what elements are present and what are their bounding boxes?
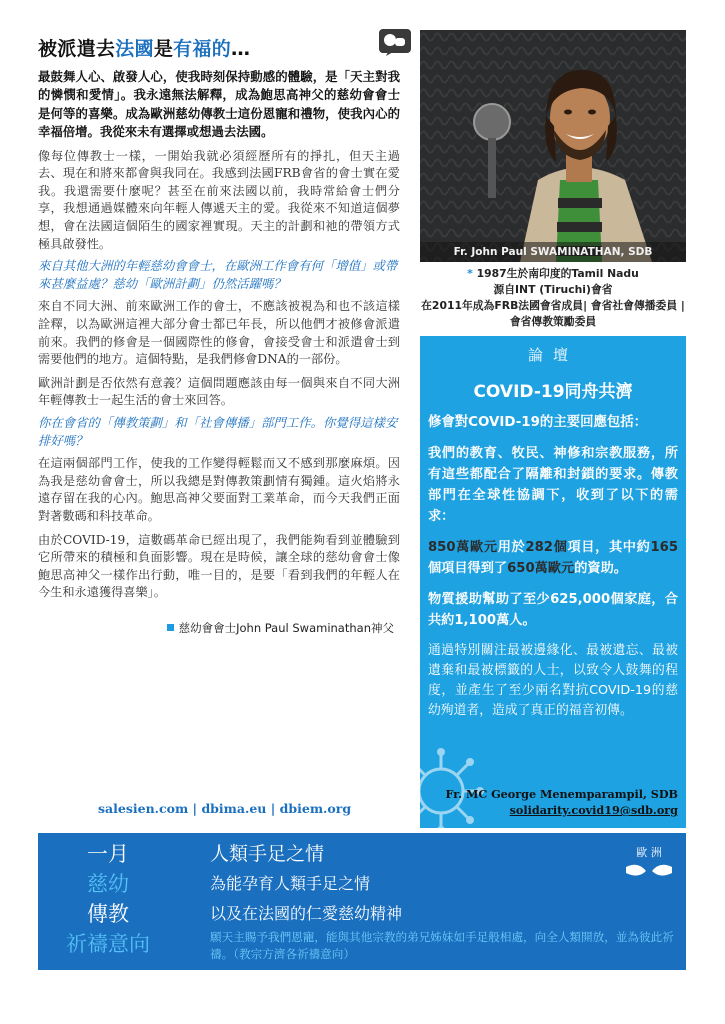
article-title-row xyxy=(38,34,400,64)
bio-line xyxy=(420,266,686,282)
author-signature xyxy=(38,620,400,636)
forum-title: 論壇 xyxy=(527,346,578,364)
forum-subtitle: COVID-19同舟共濟 xyxy=(473,382,633,402)
article-paragraph: 在這兩個部門工作，使我的工作變得輕鬆而又不感到那麼麻煩。因為我是慈幼會會士，所以我總是對傳教策劃情有獨鍾。這火焰將永遠存留在我的心內。鮑思高神父要面對工業革命，而今天我們正面對著數碼和科技革命。 xyxy=(38,456,400,523)
website-links[interactable]: salesien.com | dbima.eu | dbiem.org xyxy=(98,801,352,816)
article-lead: 最鼓舞人心、啟發人心，使我時刻保持動感的體驗，是「天主對我的憐憫和愛情」。我永遠無法解釋，成為鮑思高神父的慈幼會會士是何等的喜樂。成為歐洲慈幼傳教士這份恩寵和禮物，使我內心的幸福倍增。我從來未有選擇或想過去法國。 xyxy=(38,69,400,140)
title-part: 有福的 xyxy=(173,38,232,60)
amount-text: 650萬歐元 xyxy=(507,561,575,576)
article-paragraph: 由於COVID-19，這數碼革命已經出現了，我們能夠看到並體驗到它所帶來的積極和負面影響。現在是時候，讓全球的慈幼會會士像鮑思高神父一樣作出行動，唯一目的，是要「看到我們的年輕人在今生和永遠獲得喜樂」。 xyxy=(38,532,400,600)
photo-caption: Fr. John Paul SWAMINATHAN, SDB xyxy=(420,242,686,262)
title-part: 是 xyxy=(153,38,174,60)
portrait-illustration xyxy=(420,30,686,262)
amount-text: 282個 xyxy=(525,540,568,555)
forum-signature-name: Fr. MC George Menemparampil, SDB xyxy=(445,787,678,801)
amount-text: 165 xyxy=(650,540,679,555)
bullet-square-icon xyxy=(167,624,174,631)
forum-signature-email[interactable]: solidarity.covid19@sdb.org xyxy=(509,803,678,817)
bio-line: 源自INT (Tiruchi)會省 xyxy=(493,283,613,296)
europe-logo-icon xyxy=(620,839,678,885)
interview-question: 來自其他大洲的年輕慈幼會會士，在歐洲工作會有何「增值」或帶來甚麼益處？慈幼「歐洲計劃」仍然活躍嗎？ xyxy=(38,258,398,291)
prayer-intention-banner xyxy=(38,833,686,970)
article-title xyxy=(38,34,400,61)
banner-label: 祈禱意向 xyxy=(66,932,150,956)
forum-funding-paragraph xyxy=(428,537,678,579)
author-bio xyxy=(420,266,686,330)
banner-line: 以及在法國的仁愛慈幼精神 xyxy=(210,904,403,923)
article-column xyxy=(38,34,400,636)
title-part: 被派遣去 xyxy=(38,38,116,60)
author-photo xyxy=(420,30,686,262)
forum-signature xyxy=(446,786,678,818)
article-paragraph: 來自不同大洲、前來歐洲工作的會士，不應該被視為和也不該這樣詮釋，以為歐洲這裡大部分會士都已年長，所以他們才被修會派遣前來。我們的修會是一個國際性的修會，會接受會士和派遣會士到需要他們的地方。這個特點，是我們修會DNA的一部份。 xyxy=(38,299,400,367)
article-paragraph: 像每位傳教士一樣，一開始我就必須經歷所有的掙扎，但天主過去、現在和將來都會與我同在。我感到法國FRB會省的會士實在愛我。我還需要什麼呢？甚至在前來法國以前，我時常給會士們分享，我想通過媒體來向年輕人傳遞天主的愛。我從來不知道這個夢想，會在法國這個陌生的國家裡實現。天主的計劃和祂的帶領方式極具啟發性。 xyxy=(38,148,400,251)
banner-label: 傳教 xyxy=(87,902,129,926)
forum-lead: 修會對COVID-19的主要回應包括： xyxy=(428,415,648,430)
forum-paragraph: 通過特別關注最被邊緣化、最被遺忘、最被遺棄和最被標籤的人士，以致令人鼓舞的程度，並產生了至少兩名對抗COVID-19的慈幼殉道者，造成了真正的福音初傳。 xyxy=(428,643,678,718)
banner-label: 慈幼 xyxy=(87,872,129,896)
forum-text: 個項目得到了 xyxy=(428,561,508,576)
star-icon: * xyxy=(467,267,473,280)
banner-labels xyxy=(38,839,178,959)
forum-text: 的資助。 xyxy=(574,561,627,576)
logo-text: 歐 洲 xyxy=(636,846,662,859)
forum-text: 項目，其中約 xyxy=(567,540,651,555)
article-paragraph: 歐洲計劃是否依然有意義？這個問題應該由每一個與來自不同大洲年輕傳教士一起生活的會士來回答。 xyxy=(38,375,400,408)
banner-heading: 人類手足之情 xyxy=(210,843,325,865)
title-part: … xyxy=(231,38,251,60)
banner-month: 一月 xyxy=(87,842,129,866)
amount-text: 850萬歐元 xyxy=(428,540,498,555)
signature-text: 慈幼會會士John Paul Swaminathan神父 xyxy=(178,620,394,635)
forum-text: 用於 xyxy=(497,540,526,555)
bio-line: 在2011年成為FRB法國會省成員| 會省社會傳播委員 | 會省傳教策勵委員 xyxy=(421,299,685,328)
forum-paragraph: 物質援助幫助了至少625,000個家庭，合共約1,100萬人。 xyxy=(428,592,678,628)
banner-line: 為能孕育人類手足之情 xyxy=(210,874,371,893)
title-part: 法國 xyxy=(115,38,154,60)
forum-paragraph: 我們的教育、牧民、神修和宗教服務，所有這些都配合了隔離和封鎖的要求。傳教部門在全球性協調下，收到了以下的需求： xyxy=(428,446,678,524)
chat-bubble-icon xyxy=(378,28,412,56)
bio-text: 1987生於南印度的Tamil Nadu xyxy=(476,267,639,280)
banner-prayer-text: 願天主賜予我們恩寵，能與其他宗教的弟兄姊妹如手足般相處，向全人類開放，並為彼此祈禱。（教宗方濟各祈禱意向） xyxy=(210,930,674,961)
interview-question: 你在會省的「傳教策劃」和「社會傳播」部門工作。你覺得這樣安排好嗎？ xyxy=(38,414,398,448)
banner-intention xyxy=(210,839,510,929)
forum-box xyxy=(420,336,686,828)
